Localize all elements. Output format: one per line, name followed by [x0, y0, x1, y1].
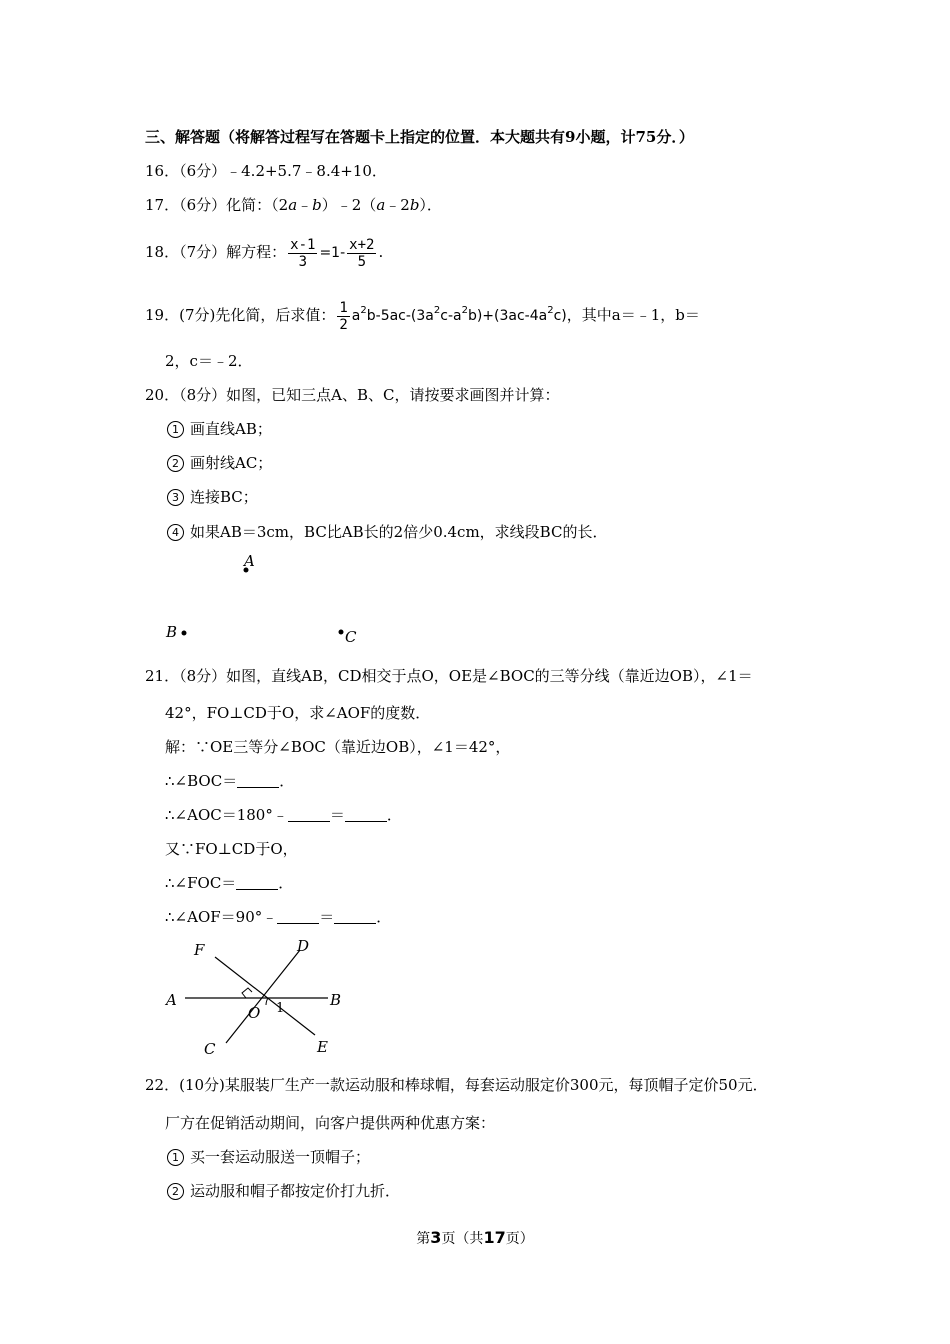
q21-solution-4: 又∵FO⊥CD于O， — [165, 840, 298, 858]
q22-item-1: 1 买一套运动服送一顶帽子； — [167, 1147, 370, 1167]
q20-item-4: 4 如果AB＝3cm，BC比AB长的2倍少0.4cm，求线段BC的长． — [167, 522, 607, 542]
ray-of-oe — [215, 957, 315, 1035]
angle-1-arc — [266, 998, 268, 1005]
answer-blank — [345, 807, 387, 822]
q20-item-1: 1 画直线AB； — [167, 419, 272, 439]
q22-item-2: 2 运动服和帽子都按定价打九折． — [167, 1181, 400, 1201]
angle-figure — [160, 935, 360, 1060]
point-b — [182, 631, 187, 636]
answer-blank — [277, 909, 319, 924]
answer-blank — [237, 773, 279, 788]
label-d: D — [297, 937, 310, 955]
label-o: O — [248, 1004, 261, 1022]
q20-item-2: 2 画射线AC； — [167, 453, 272, 473]
q21-solution-5: ∴∠FOC＝ ． — [165, 874, 294, 892]
label-a: A — [244, 552, 255, 570]
question-19: 19．(7分)先化简，后求值： $\frac{1}{2}$ $a^2b-5ac-(3a^2c-a^2b)+(3ac-4a^2c)$，其中a＝﹣1，b＝ — [145, 299, 700, 333]
question-21: 21．（8分）如图，直线AB，CD相交于点O，OE是∠BOC的三等分线（靠近边OB），∠1＝ — [145, 667, 753, 685]
question-18: 18．（7分）解方程： $\frac{x-1}{3}$ =1- $\frac{x+2}{5}$ . — [145, 236, 384, 270]
fraction-half: $\frac{1}{2}$ — [339, 299, 348, 333]
label-b: B — [166, 623, 178, 641]
section-heading: 三、解答题（将解答过程写在答题卡上指定的位置．本大题共有9小题，计75分．） — [145, 128, 694, 146]
points-figure — [160, 550, 380, 650]
q20-item-3: 3 连接BC； — [167, 487, 258, 507]
q21-solution-6: ∴∠AOF＝90°﹣ ＝ ． — [165, 908, 392, 926]
question-19-cont: 2，c＝﹣2． — [165, 352, 253, 370]
question-21-cont: 42°，FO⊥CD于O，求∠AOF的度数． — [165, 704, 431, 722]
q21-solution-1: 解：∵OE三等分∠BOC（靠近边OB），∠1＝42°， — [165, 738, 511, 756]
fraction-1: $\frac{x-1}{3}$ — [290, 236, 316, 270]
fraction-2: $\frac{x+2}{5}$ — [349, 236, 375, 270]
label-1: 1 — [276, 1001, 285, 1016]
label-c: C — [345, 628, 357, 646]
label-b: B — [330, 991, 342, 1009]
question-20: 20．（8分）如图，已知三点A、B、C，请按要求画图并计算： — [145, 386, 560, 404]
point-c — [339, 630, 344, 635]
q21-solution-2: ∴∠BOC＝ ． — [165, 772, 295, 790]
q21-solution-3: ∴∠AOC＝180°﹣ ＝ ． — [165, 806, 402, 824]
right-angle-mark — [242, 988, 252, 998]
line-cd — [226, 950, 300, 1043]
label-c: C — [204, 1040, 216, 1058]
question-22-cont: 厂方在促销活动期间，向客户提供两种优惠方案： — [165, 1114, 496, 1132]
answer-blank — [334, 909, 376, 924]
answer-blank — [236, 875, 278, 890]
question-22: 22．(10分)某服装厂生产一款运动服和棒球帽，每套运动服定价300元，每顶帽子定价50元． — [145, 1076, 768, 1094]
label-a: A — [166, 991, 177, 1009]
answer-blank — [288, 807, 330, 822]
question-16: 16．（6分）﹣4.2+5.7﹣8.4+10． — [145, 162, 387, 180]
label-f: F — [194, 941, 205, 959]
question-17: 17．（6分）化简：（2a﹣b）﹣2（a﹣2b）． — [145, 196, 442, 214]
page-footer: 第3页（共17页） — [416, 1228, 534, 1247]
label-e: E — [317, 1038, 328, 1056]
